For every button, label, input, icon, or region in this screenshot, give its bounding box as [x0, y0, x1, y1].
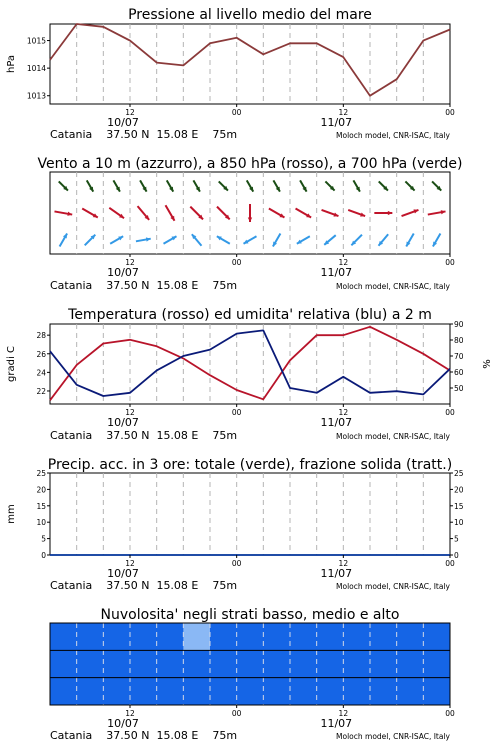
y-tick-label: 1015 — [26, 36, 46, 46]
pressure-grid — [77, 24, 424, 104]
pressure-line — [50, 24, 450, 96]
y-tick-label: 25 — [454, 469, 464, 478]
pressure-credit: Moloch model, CNR-ISAC, Italy — [336, 131, 450, 140]
cloud-cell — [397, 623, 424, 650]
y-tick-label: 70 — [454, 352, 464, 361]
cloud-cell — [290, 650, 317, 677]
x-tick-label: 12 — [125, 108, 135, 117]
wind-panel — [37, 156, 462, 292]
x-date-label: 11/07 — [320, 116, 353, 129]
y-tick-label: 0 — [454, 551, 459, 560]
y-tick-label: 15 — [454, 501, 464, 511]
x-tick-label: 12 — [338, 108, 349, 117]
precipitation-y-axis-right — [450, 469, 464, 560]
cloud-cell — [50, 650, 77, 677]
wind-credit: Moloch model, CNR-ISAC, Italy — [336, 282, 450, 291]
x-tick-label: 12 — [338, 559, 349, 568]
x-tick-label: 00 — [231, 709, 242, 718]
x-tick-label: 12 — [338, 709, 349, 718]
y-tick-label: 25 — [36, 469, 46, 478]
y-tick-label: 5 — [454, 534, 459, 544]
cloud-cell — [370, 623, 397, 650]
x-date-label: 10/07 — [107, 717, 139, 730]
wind-arrow-head — [388, 211, 393, 215]
y-tick-label: 0 — [41, 551, 46, 560]
cloud-cell — [290, 623, 317, 650]
cloud-cell — [50, 678, 77, 705]
x-tick-label: 00 — [231, 258, 242, 267]
pressure-series — [50, 24, 450, 96]
cloud-title: Nuvolosita' negli strati basso, medio e alto — [100, 607, 400, 623]
y-tick-label: 10 — [36, 518, 46, 528]
humidity-y-axis — [450, 320, 464, 393]
y-tick-label: 22 — [36, 386, 46, 396]
pressure-frame — [50, 24, 450, 104]
x-tick-label: 00 — [231, 559, 242, 568]
pressure-ylabel: hPa — [6, 54, 17, 74]
wind-arrow-head — [413, 209, 418, 213]
y-tick-label: 24 — [36, 368, 46, 378]
cloud-cell — [370, 650, 397, 677]
cloud-cell — [290, 678, 317, 705]
temperature-y-axis — [36, 331, 50, 396]
pressure-title: Pressione al livello medio del mare — [128, 7, 372, 23]
x-tick-label: 00 — [231, 108, 242, 117]
cloud-cell — [130, 623, 157, 650]
cloud-cell — [317, 650, 344, 677]
x-date-label: 11/07 — [320, 266, 353, 279]
cloud-panel — [50, 607, 455, 742]
x-tick-label: 12 — [125, 408, 135, 417]
wind-location: Catania 37.50 N 15.08 E 75m — [50, 279, 238, 292]
x-tick-label: 00 — [445, 258, 455, 267]
x-tick-label: 00 — [445, 108, 455, 117]
cloud-cell — [77, 650, 104, 677]
precipitation-grid — [77, 473, 424, 555]
temperature-panel — [6, 307, 493, 442]
cloud-cell — [343, 650, 370, 677]
x-tick-label: 00 — [445, 709, 455, 718]
x-date-label: 10/07 — [107, 116, 139, 129]
cloud-location: Catania 37.50 N 15.08 E 75m — [50, 729, 238, 742]
cloud-cell — [157, 623, 184, 650]
cloud-cell — [103, 623, 130, 650]
y-tick-label: 15 — [36, 501, 46, 511]
x-date-label: 10/07 — [107, 416, 139, 429]
temperature-x-axis — [107, 404, 455, 429]
y-tick-label: 80 — [454, 336, 464, 345]
cloud-cell — [210, 678, 237, 705]
wind-arrow-head — [360, 212, 365, 216]
cloud-cell — [317, 678, 344, 705]
cloud-cells — [50, 623, 451, 705]
cloud-cell — [343, 678, 370, 705]
y-tick-label: 20 — [36, 485, 46, 495]
precipitation-panel — [6, 457, 464, 592]
cloud-cell — [237, 650, 264, 677]
x-date-label: 10/07 — [107, 567, 139, 580]
cloud-cell — [210, 623, 237, 650]
temperature-title: Temperatura (rosso) ed umidita' relativa (blu) a 2 m — [68, 307, 432, 323]
cloud-credit: Moloch model, CNR-ISAC, Italy — [336, 732, 450, 741]
cloud-cell — [237, 678, 264, 705]
cloud-cell — [103, 650, 130, 677]
precipitation-title: Precip. acc. in 3 ore: totale (verde), frazione solida (tratt.) — [47, 457, 453, 473]
cloud-x-axis — [107, 705, 455, 730]
precipitation-x-axis — [107, 555, 455, 580]
y-tick-label: 1013 — [26, 91, 46, 101]
pressure-y-axis — [27, 37, 50, 101]
cloud-cell — [397, 678, 424, 705]
wind-arrow-head — [333, 212, 338, 216]
cloud-cell — [183, 623, 210, 650]
cloud-cell — [103, 678, 130, 705]
y-tick-label: 5 — [41, 534, 46, 544]
y-tick-label: 28 — [36, 331, 46, 341]
humidity-line — [50, 330, 450, 396]
temperature-credit: Moloch model, CNR-ISAC, Italy — [336, 432, 450, 441]
cloud-cell — [263, 678, 290, 705]
x-date-label: 11/07 — [320, 567, 353, 580]
cloud-cell — [263, 650, 290, 677]
x-tick-label: 12 — [338, 258, 349, 267]
cloud-cell — [343, 623, 370, 650]
y-tick-label: 1014 — [26, 64, 46, 74]
x-date-label: 11/07 — [320, 717, 353, 730]
x-tick-label: 12 — [125, 709, 135, 718]
y-tick-label: 50 — [454, 384, 464, 393]
pressure-panel — [6, 7, 455, 141]
cloud-cell — [183, 678, 210, 705]
x-tick-label: 12 — [125, 559, 135, 568]
cloud-cell — [130, 650, 157, 677]
x-tick-label: 12 — [125, 258, 135, 267]
wind-x-axis — [107, 254, 455, 279]
temperature-line — [50, 327, 450, 401]
x-tick-label: 00 — [231, 408, 242, 417]
cloud-cell — [370, 678, 397, 705]
temperature-ylabel: gradi C — [6, 346, 17, 382]
cloud-cell — [157, 650, 184, 677]
cloud-cell — [130, 678, 157, 705]
pressure-x-axis — [107, 104, 455, 129]
cloud-cell — [423, 623, 450, 650]
cloud-cell — [423, 650, 450, 677]
y-tick-label: 10 — [454, 518, 464, 528]
x-tick-label: 00 — [445, 559, 455, 568]
wind-arrow-head — [248, 217, 252, 222]
precipitation-location: Catania 37.50 N 15.08 E 75m — [50, 579, 238, 592]
cloud-cell — [237, 623, 264, 650]
y-tick-label: 90 — [454, 320, 464, 329]
cloud-cell — [183, 650, 210, 677]
cloud-cell — [157, 678, 184, 705]
humidity-ylabel: % — [482, 359, 493, 369]
y-tick-label: 20 — [454, 485, 464, 495]
precipitation-frame — [50, 473, 450, 555]
cloud-cell — [263, 623, 290, 650]
cloud-cell — [210, 650, 237, 677]
temperature-location: Catania 37.50 N 15.08 E 75m — [50, 429, 238, 442]
precipitation-credit: Moloch model, CNR-ISAC, Italy — [336, 582, 450, 591]
cloud-cell — [317, 623, 344, 650]
x-tick-label: 00 — [445, 408, 455, 417]
pressure-location: Catania 37.50 N 15.08 E 75m — [50, 128, 238, 141]
x-date-label: 10/07 — [107, 266, 139, 279]
cloud-cell — [423, 678, 450, 705]
y-tick-label: 26 — [36, 349, 46, 359]
x-tick-label: 12 — [338, 408, 349, 417]
cloud-cell — [397, 650, 424, 677]
temperature-series — [50, 327, 450, 401]
wind-title: Vento a 10 m (azzurro), a 850 hPa (rosso), a 700 hPa (verde) — [37, 156, 463, 172]
precipitation-ylabel: mm — [6, 504, 17, 524]
precipitation-y-axis — [36, 469, 50, 560]
wind-vectors — [54, 180, 445, 246]
cloud-cell — [77, 623, 104, 650]
cloud-cell — [50, 623, 77, 650]
y-tick-label: 60 — [454, 368, 464, 377]
x-date-label: 11/07 — [320, 416, 353, 429]
cloud-cell — [77, 678, 104, 705]
